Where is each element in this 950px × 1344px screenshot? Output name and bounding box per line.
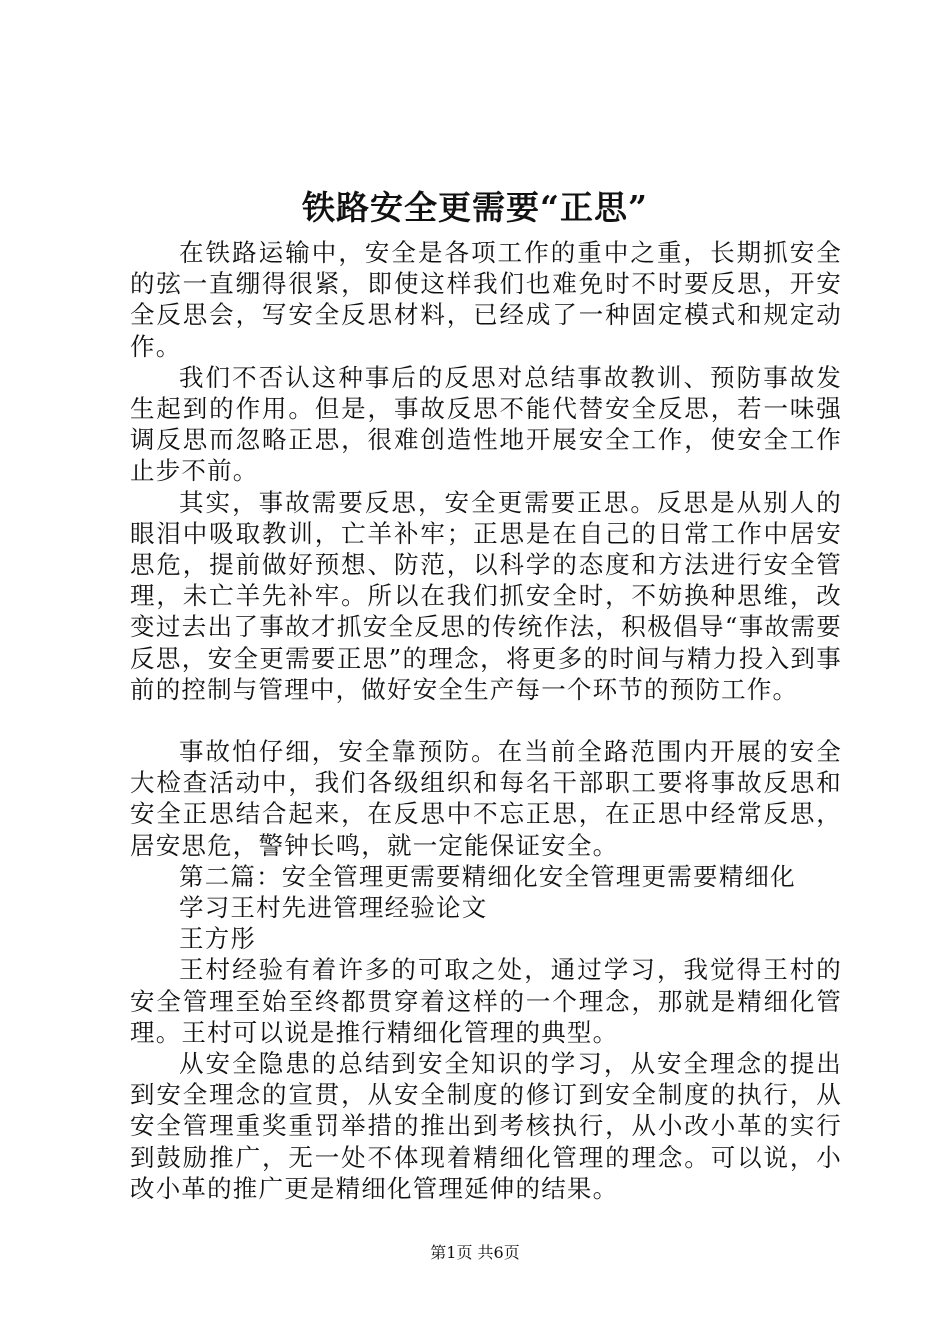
author-name: 王方彤 [179, 924, 257, 954]
paragraph-spacer [130, 705, 842, 736]
paragraph: 从安全隐患的总结到安全知识的学习，从安全理念的提出到安全理念的宣贯，从安全制度的修订到安全制度的执行，从安全管理重奖重罚举措的推出到考核执行，从小改小革的实行到鼓励推广，无一处不体现着精细化管理的理念。可以说，小改小革的推广更是精细化管理延伸的结果。 [130, 1049, 842, 1203]
page-footer: 第1页 共6页 [430, 1243, 520, 1262]
document-title: 铁路安全更需要“正思” [302, 188, 648, 227]
paragraph: 事故怕仔细，安全靠预防。在当前全路范围内开展的安全大检查活动中，我们各级组织和每名干部职工要将事故反思和安全正思结合起来，在反思中不忘正思，在正思中经常反思，居安思危，警钟长鸣，就一定能保证安全。 [130, 737, 842, 860]
paragraph: 我们不否认这种事后的反思对总结事故教训、预防事故发生起到的作用。但是，事故反思不能代替安全反思，若一味强调反思而忽略正思，很难创造性地开展安全工作，使安全工作止步不前。 [130, 362, 842, 486]
section-heading: 第二篇：安全管理更需要精细化安全管理更需要精细化 [179, 861, 796, 891]
paragraph: 王村经验有着许多的可取之处，通过学习，我觉得王村的安全管理至始至终都贯穿着这样的一个理念，那就是精细化管理。王村可以说是推行精细化管理的典型。 [130, 955, 842, 1047]
paragraph: 在铁路运输中，安全是各项工作的重中之重，长期抓安全的弦一直绷得很紧，即使这样我们也难免时不时要反思，开安全反思会，写安全反思材料，已经成了一种固定模式和规定动作。 [130, 238, 842, 361]
article-title: 学习王村先进管理经验论文 [179, 893, 488, 923]
document-body [130, 237, 842, 1204]
paragraph: 其实，事故需要反思，安全更需要正思。反思是从别人的眼泪中吸取教训，亡羊补牢；正思是在自己的日常工作中居安思危，提前做好预想、防范，以科学的态度和方法进行安全管理，未亡羊先补牢。所以在我们抓安全时，不妨换种思维，改变过去出了事故才抓安全反思的传统作法，积极倡导“事故需要反思，安全更需要正思”的理念，将更多的时间与精力投入到事前的控制与管理中，做好安全生产每一个环节的预防工作。 [130, 487, 842, 704]
